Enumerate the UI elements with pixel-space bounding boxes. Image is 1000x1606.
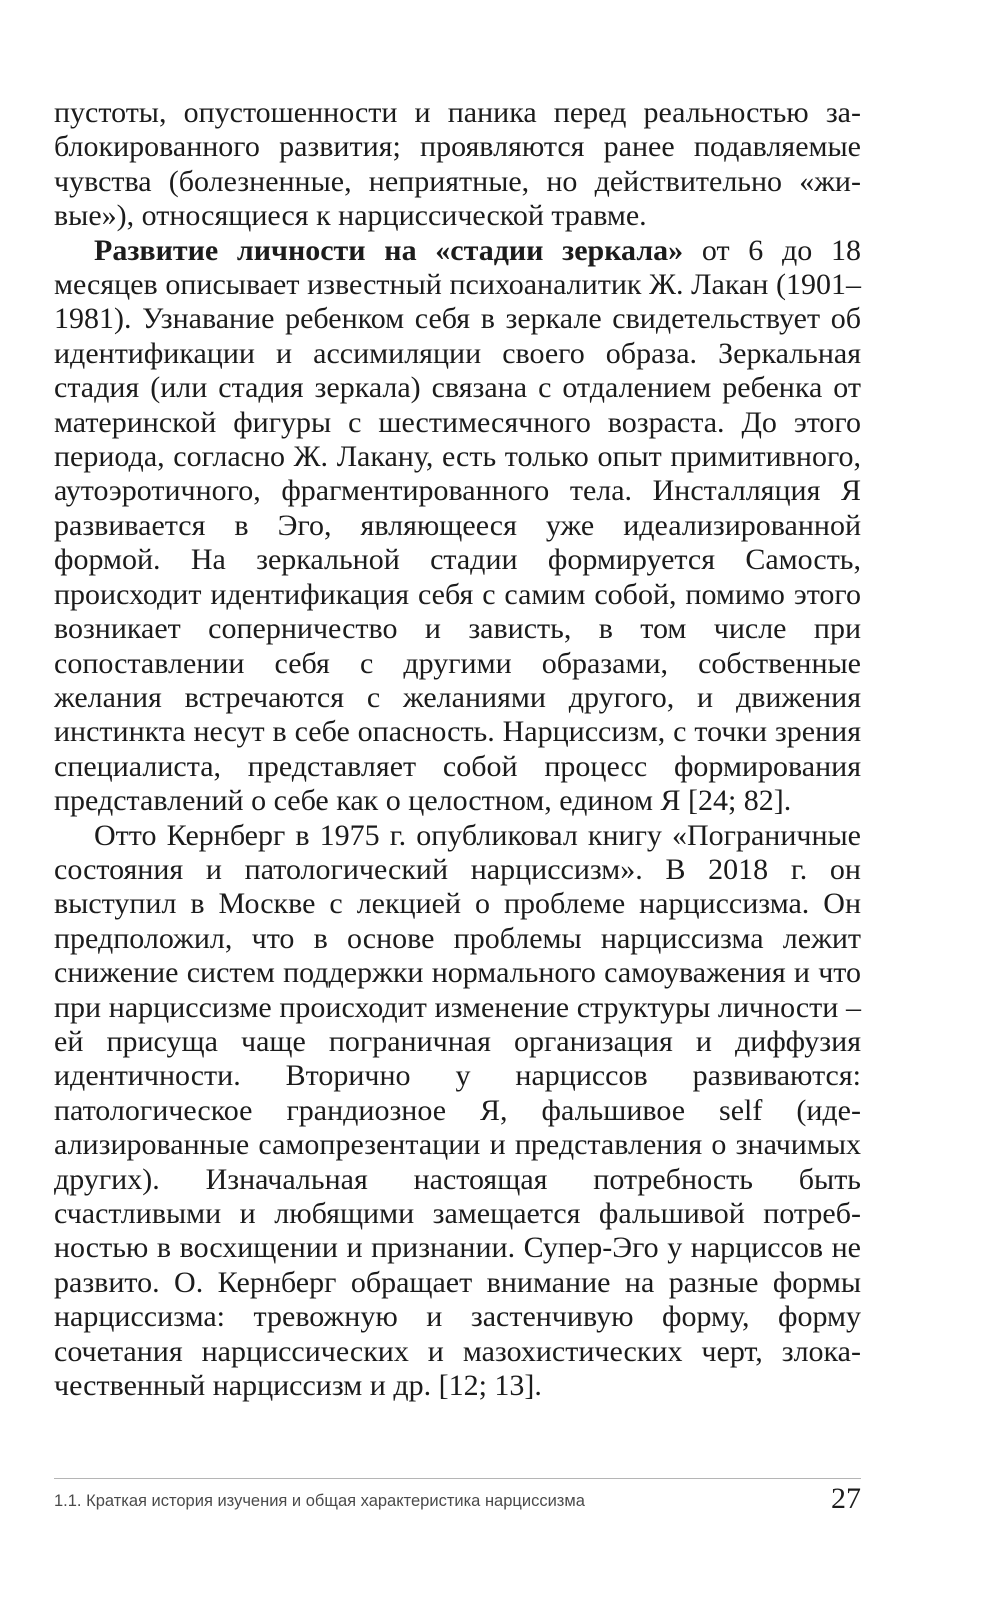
paragraph-mirror-stage [54, 234, 861, 819]
page-number: 27 [831, 1482, 861, 1515]
page-body [54, 96, 861, 1403]
paragraph-lead-bold: Развитие личности на «стадии зеркала» [94, 233, 684, 267]
running-footer-title: 1.1. Краткая история изучения и общая характеристика нарциссизма [54, 1492, 585, 1510]
footer-divider [54, 1478, 861, 1479]
paragraph-mirror-stage-text: от 6 до 18 месяцев описывает известный психоаналитик Ж. Лакан (1901–1981). Узнавание ребенком себя в зеркале свидетельствует об идентификации и ассимиляции своего образа. Зеркальная стадия (или стадия зеркала) связана с отдалением ребенка от материнской фигуры с шестимесячного возраста. До этого периода, согласно Ж. Лакану, есть только опыт примитивного, аутоэротичного, фрагментированного тела. Инсталляция Я развивается в Эго, являющееся уже идеализированной формой. На зеркальной стадии формируется Самость, происходит идентификация себя с самим собой, помимо этого возникает соперничество и зависть, в том числе при сопоставлении себя с другими образами, собственные желания встречаются с желаниями другого, и движения инстинкта несут в себе опасность. Нарциссизм, с точки зрения специалиста, представляет собой процесс формирования представлений о себе как о целостном, едином Я [24; 82]. [54, 233, 861, 818]
paragraph-continuation: пустоты, опустошенности и паника перед реальностью заблокированного развития; проявляются ранее подавляемые чувства (болезненные, неприятные, но действительно «живые»), относящиеся к нарциссической травме. [54, 96, 861, 233]
paragraph-kernberg: Отто Кернберг в 1975 г. опубликовал книгу «Пограничные состояния и патологический нарциссизм». В 2018 г. он выступил в Москве с лекцией о проблеме нарциссизма. Он предположил, что в основе проблемы нарциссизма лежит снижение систем поддержки нормального самоуважения и что при нарциссизме происходит изменение структуры личности – ей присуща чаще пограничная организация и диффузия идентичности. Вторично у нарциссов развиваются: патологическое грандиозное Я, фальшивое self (идеализированные самопрезентации и представления о значимых других). Изначальная настоящая потребность быть счастливыми и любящими замещается фальшивой потребностью в восхищении и признании. Супер-Эго у нарциссов не развито. О. Кернберг обращает внимание на разные формы нарциссизма: тревожную и застенчивую форму, форму сочетания нарциссических и мазохистических черт, злокачественный нарциссизм и др. [12; 13]. [54, 818, 861, 1403]
